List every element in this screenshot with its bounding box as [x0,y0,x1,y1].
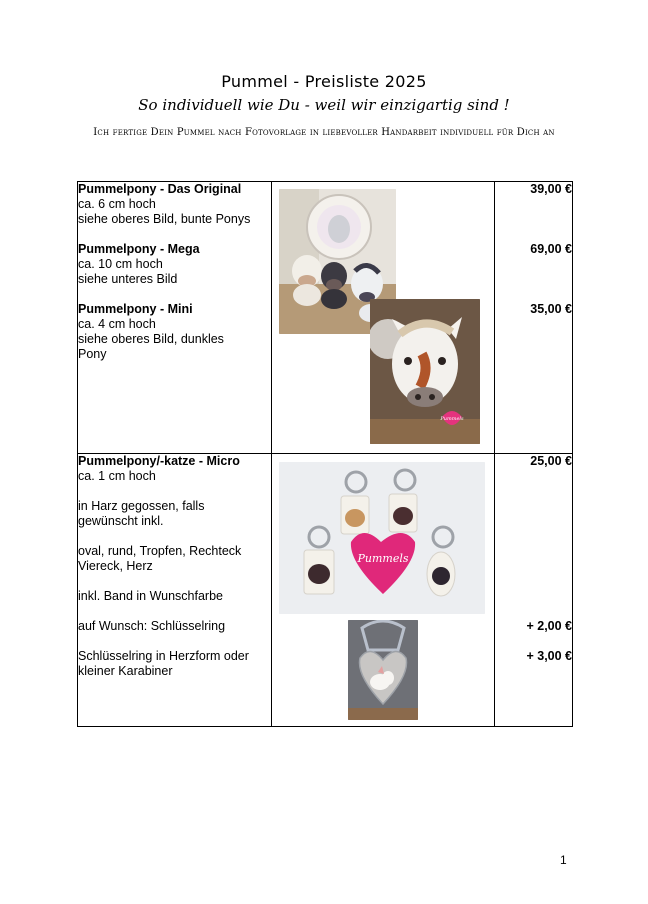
item-detail: Viereck, Herz [78,559,153,573]
item-detail: siehe oberes Bild, bunte Ponys [78,212,251,226]
page-title: Pummel - Preisliste 2025 [221,72,427,91]
photo-mega-pony [370,299,480,444]
table-row [78,454,573,727]
tag-text: Pummels [440,416,464,422]
item-mini [78,302,271,362]
price-mini: 35,00 € [530,302,572,316]
price-cell [495,182,573,454]
item-detail: ca. 6 cm hoch [78,197,156,211]
table-row [78,182,573,454]
item-detail: siehe unteres Bild [78,272,178,286]
intro-text: Ich fertige Dein Pummel nach Fotovorlage in liebevoller Handarbeit individuell für Dich an [93,127,555,138]
tag-text: Pummels [357,552,409,565]
image-cell [272,182,495,454]
price-keyring: + 2,00 € [526,619,572,633]
item-detail: in Harz gegossen, falls [78,499,205,513]
price-mega: 69,00 € [530,242,572,256]
item-detail: oval, rund, Tropfen, Rechteck [78,544,242,558]
price-micro: 25,00 € [530,454,572,468]
item-detail: kleiner Karabiner [78,664,173,678]
item-name: Pummelpony - Mega [78,242,200,256]
page-number: 1 [560,853,567,867]
item-name: Pummelpony/-katze - Micro [78,454,240,468]
item-name: Pummelpony - Mini [78,302,193,316]
item-detail: Schlüsselring in Herzform oder [78,649,249,663]
price-table [77,181,573,727]
item-detail: Pony [78,347,107,361]
photo-heart-keyring [348,620,418,720]
item-detail: inkl. Band in Wunschfarbe [78,589,223,603]
item-original [78,182,271,227]
item-name: Pummelpony - Das Original [78,182,242,196]
item-detail: siehe oberes Bild, dunkles [78,332,224,346]
page-subtitle: So individuell wie Du - weil wir einzigartig sind ! [138,96,510,114]
photo-micro-keychains [279,462,485,614]
item-detail: ca. 4 cm hoch [78,317,156,331]
image-cell [272,454,495,727]
price-original: 39,00 € [530,182,572,196]
item-mega [78,242,271,287]
item-detail: auf Wunsch: Schlüsselring [78,619,226,633]
price-cell [495,454,573,727]
item-detail: gewünscht inkl. [78,514,164,528]
description-cell [78,182,272,454]
price-heart: + 3,00 € [526,649,572,663]
description-cell [78,454,272,727]
item-detail: ca. 10 cm hoch [78,257,163,271]
item-detail: ca. 1 cm hoch [78,469,156,483]
